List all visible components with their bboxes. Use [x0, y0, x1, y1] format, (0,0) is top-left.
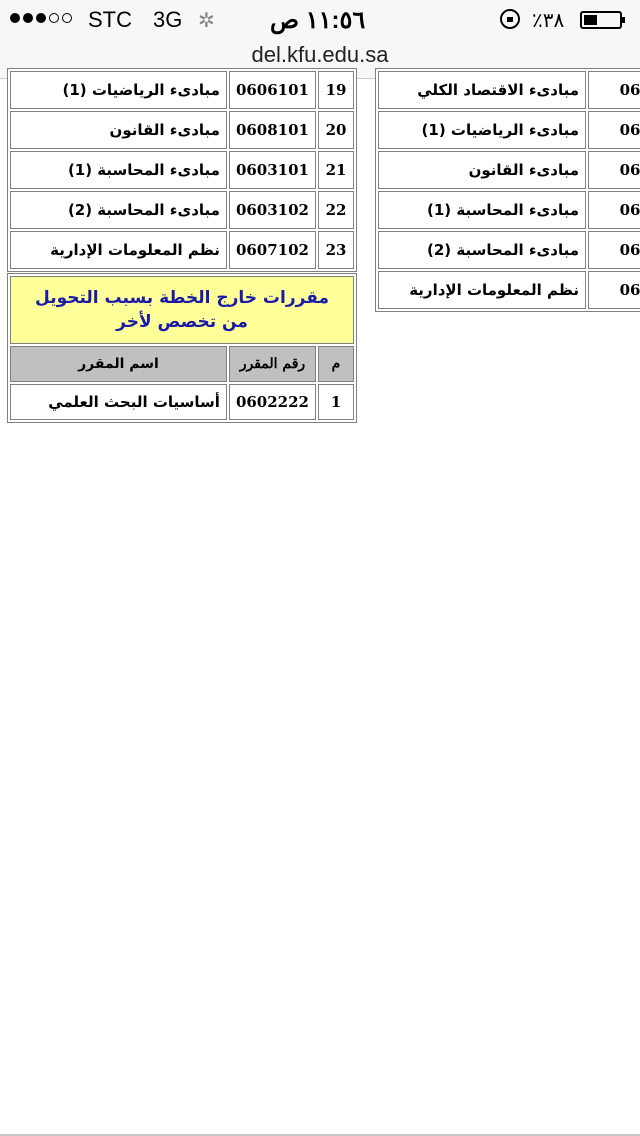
table-row [10, 151, 354, 189]
row-code: 0603101 [229, 151, 316, 189]
table-row [10, 384, 354, 420]
table-row [10, 231, 354, 269]
row-name: مبادىء المحاسبة (2) [378, 231, 586, 269]
row-code: 06 [588, 271, 640, 309]
table-row [378, 71, 640, 109]
battery-icon [580, 11, 622, 29]
header-name: اسم المقرر [10, 346, 227, 382]
table-row [378, 111, 640, 149]
table-row [378, 191, 640, 229]
carrier-name: STC [88, 7, 132, 32]
row-name: مبادىء المحاسبة (1) [378, 191, 586, 229]
row-code: 0608101 [229, 111, 316, 149]
row-name: نظم المعلومات الإدارية [10, 231, 227, 269]
header-num: م [318, 346, 354, 382]
header-code: رقم المقرر [229, 346, 316, 382]
row-num: 22 [318, 191, 354, 229]
row-name: نظم المعلومات الإدارية [378, 271, 586, 309]
row-name: مبادىء المحاسبة (1) [10, 151, 227, 189]
row-num: 21 [318, 151, 354, 189]
row-code: 0606101 [229, 71, 316, 109]
row-code: 0607102 [229, 231, 316, 269]
row-name: مبادىء القانون [378, 151, 586, 189]
table-header-row [10, 346, 354, 382]
row-num: 19 [318, 71, 354, 109]
row-code: 06 [588, 71, 640, 109]
table-row [378, 271, 640, 309]
row-name: أساسيات البحث العلمي [10, 384, 227, 420]
table-row [10, 191, 354, 229]
outside-plan-table [7, 273, 357, 423]
row-name: مبادىء المحاسبة (2) [10, 191, 227, 229]
row-num: 20 [318, 111, 354, 149]
rotation-lock-icon [500, 9, 520, 29]
row-code: 06 [588, 151, 640, 189]
status-time: ١١:٥٦ ص [270, 7, 366, 34]
status-bar [0, 0, 640, 40]
row-code: 0603102 [229, 191, 316, 229]
network-type: 3G [153, 7, 183, 32]
study-plan-table [7, 68, 357, 272]
outside-plan-title: مقررات خارج الخطة بسبب التحويل من تخصص لأخر [10, 276, 354, 344]
study-plan-table-secondary [375, 68, 640, 312]
table-row [378, 151, 640, 189]
row-code: 0602222 [229, 384, 316, 420]
table-row [378, 231, 640, 269]
row-code: 06 [588, 231, 640, 269]
row-name: مبادىء الرياضيات (1) [10, 71, 227, 109]
url-text: del.kfu.edu.sa [251, 42, 389, 67]
row-code: 06 [588, 191, 640, 229]
row-num: 1 [318, 384, 354, 420]
row-name: مبادىء الرياضيات (1) [378, 111, 586, 149]
table-row [10, 71, 354, 109]
signal-dots-icon [10, 13, 72, 23]
activity-spinner-icon: ✲ [198, 10, 215, 32]
row-name: مبادىء الاقتصاد الكلي [378, 71, 586, 109]
row-name: مبادىء القانون [10, 111, 227, 149]
row-code: 06 [588, 111, 640, 149]
battery-percent: ٣٨٪ [532, 10, 565, 32]
table-row [10, 111, 354, 149]
row-num: 23 [318, 231, 354, 269]
